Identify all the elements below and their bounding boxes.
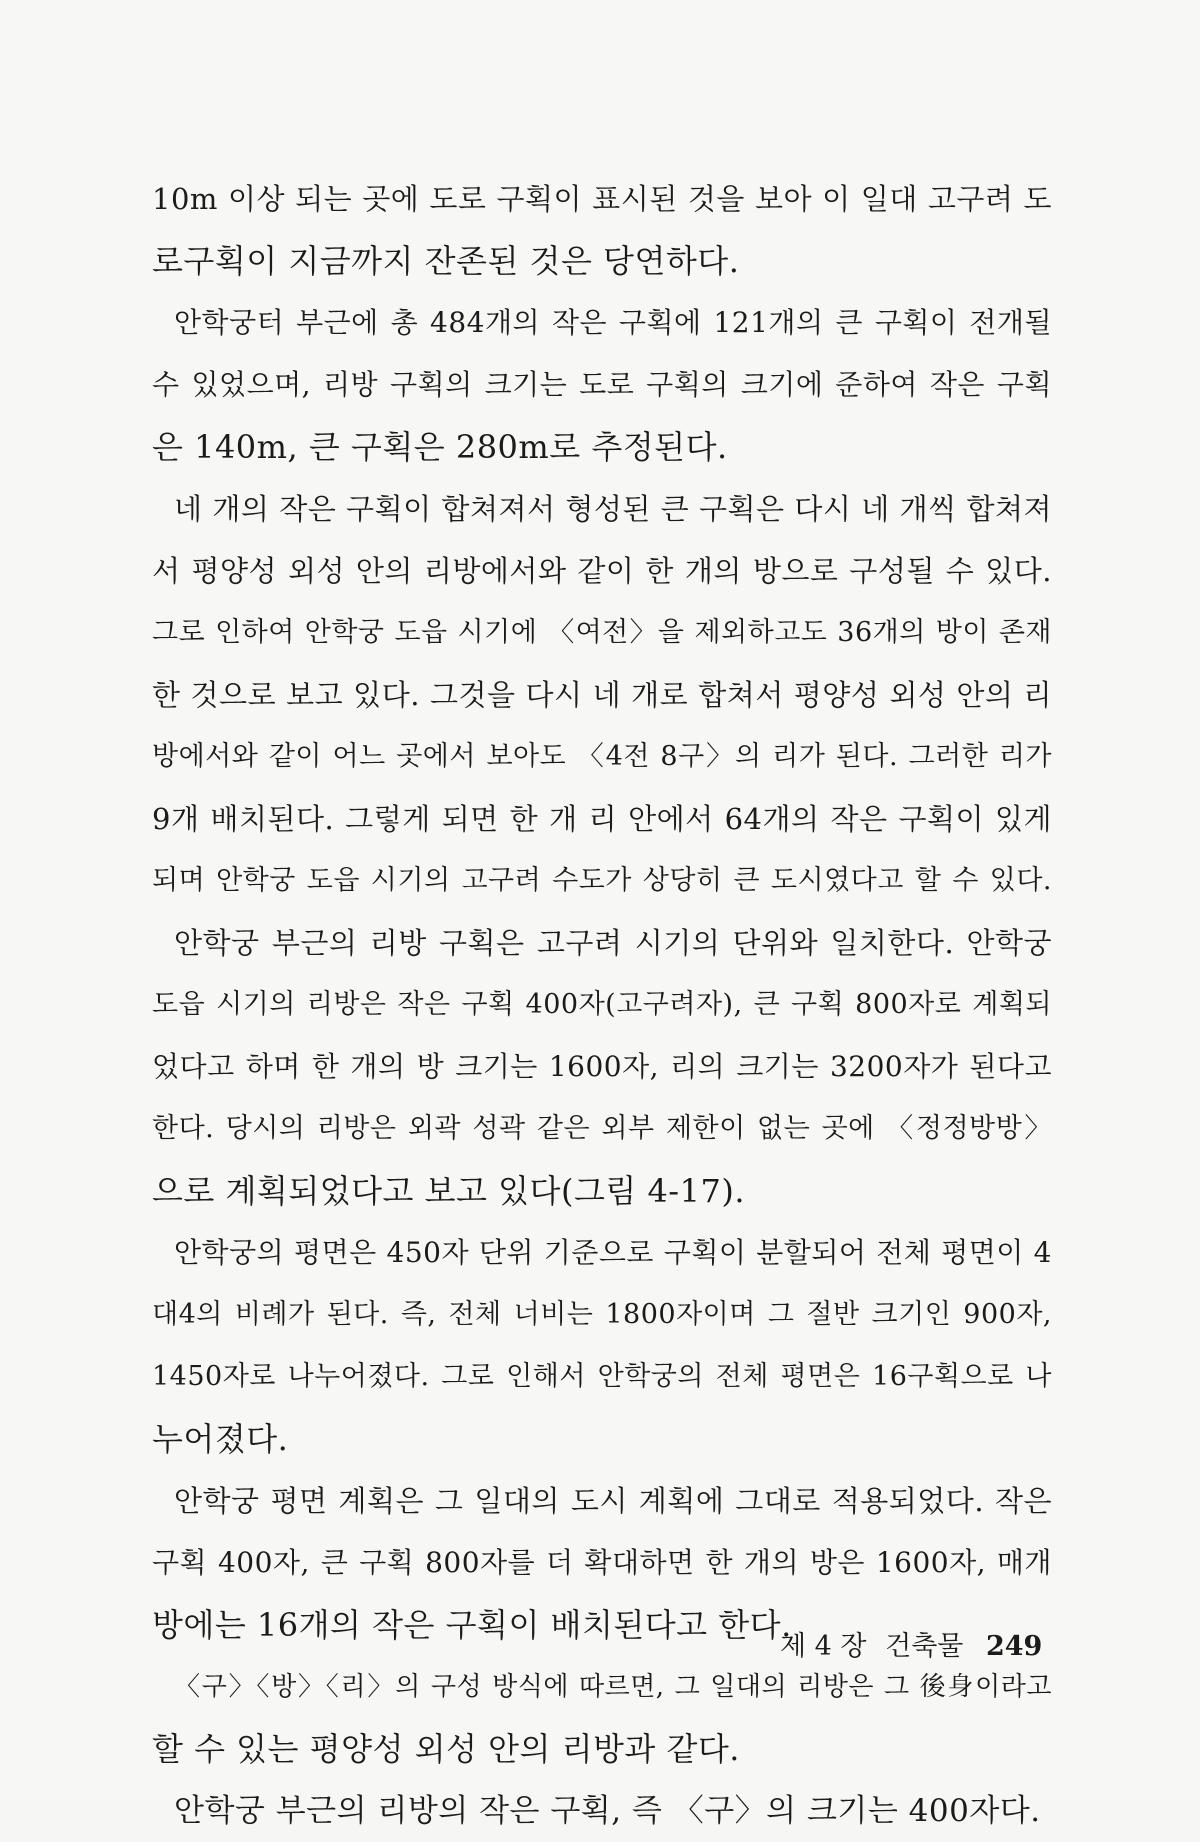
text-line: 10m 이상 되는 곳에 도로 구획이 표시된 것을 보아 이 일대 고구려 도: [152, 182, 1052, 216]
text-line: 방에서와 같이 어느 곳에서 보아도 〈4전 8구〉의 리가 된다. 그러한 리가: [152, 741, 1052, 772]
text-line: 안학궁 부근의 리방의 작은 구획, 즉 〈구〉의 크기는 400자다.: [174, 1793, 1041, 1829]
page-number: 249: [985, 1631, 1043, 1662]
text-line: 으로 계획되었다고 보고 있다(그림 4-17).: [152, 1172, 745, 1210]
text-line: 구획 400자, 큰 구획 800자를 더 확대하면 한 개의 방은 1600자, 매개: [152, 1546, 1052, 1579]
text-line: 한다. 당시의 리방은 외곽 성곽 같은 외부 제한이 없는 곳에 〈정정방방〉: [152, 1113, 1052, 1144]
text-line: 방에는 16개의 작은 구획이 배치된다고 한다.: [152, 1606, 792, 1644]
text-line: 1450자로 나누어졌다. 그로 인해서 안학궁의 전체 평면은 16구획으로 나: [152, 1361, 1052, 1392]
text-line: 〈구〉〈방〉〈리〉의 구성 방식에 따르면, 그 일대의 리방은 그 後身이라고: [174, 1672, 1052, 1702]
text-line: 로구획이 지금까지 잔존된 것은 당연하다.: [152, 242, 740, 280]
body-text: [152, 168, 1052, 1842]
text-line: 그로 인하여 안학궁 도읍 시기에 〈여전〉을 제외하고도 36개의 방이 존재: [152, 617, 1052, 648]
text-line: 누어졌다.: [152, 1420, 289, 1458]
text-line: 도읍 시기의 리방은 작은 구획 400자(고구려자), 큰 구획 800자로 계획되: [152, 989, 1052, 1020]
text-line: 안학궁 평면 계획은 그 일대의 도시 계획에 그대로 적용되었다. 작은: [174, 1484, 1052, 1518]
text-line: 대4의 비례가 된다. 즉, 전체 너비는 1800자이며 그 절반 크기인 900자,: [152, 1299, 1052, 1330]
text-line: 한 것으로 보고 있다. 그것을 다시 네 개로 합쳐서 평양성 외성 안의 리: [152, 678, 1052, 712]
text-line: 서 평양성 외성 안의 리방에서와 같이 한 개의 방으로 구성될 수 있다.: [152, 554, 1052, 588]
text-line: 네 개의 작은 구획이 합쳐져서 형성된 큰 구획은 다시 네 개씩 합쳐져: [174, 492, 1052, 526]
chapter-label: 제 4 장: [780, 1631, 867, 1662]
text-line: 은 140m, 큰 구획은 280m로 추정된다.: [152, 428, 728, 466]
text-line: 었다고 하며 한 개의 방 크기는 1600자, 리의 크기는 3200자가 된다고: [152, 1050, 1052, 1083]
text-line: 안학궁 부근의 리방 구획은 고구려 시기의 단위와 일치한다. 안학궁: [174, 926, 1052, 960]
text-line: 되며 안학궁 도읍 시기의 고구려 수도가 상당히 큰 도시였다고 할 수 있다.: [152, 865, 1052, 896]
text-line: 9개 배치된다. 그렇게 되면 한 개 리 안에서 64개의 작은 구획이 있게: [152, 802, 1052, 836]
text-line: 안학궁의 평면은 450자 단위 기준으로 구획이 분할되어 전체 평면이 4: [174, 1236, 1052, 1269]
text-line: 할 수 있는 평양성 외성 안의 리방과 같다.: [152, 1730, 740, 1768]
section-title: 건축물: [885, 1631, 964, 1662]
text-line: 안학궁터 부근에 총 484개의 작은 구획에 121개의 큰 구획이 전개될: [174, 306, 1052, 339]
running-footer: [780, 1630, 1042, 1664]
text-line: 수 있었으며, 리방 구획의 크기는 도로 구획의 크기에 준하여 작은 구획: [152, 368, 1052, 401]
